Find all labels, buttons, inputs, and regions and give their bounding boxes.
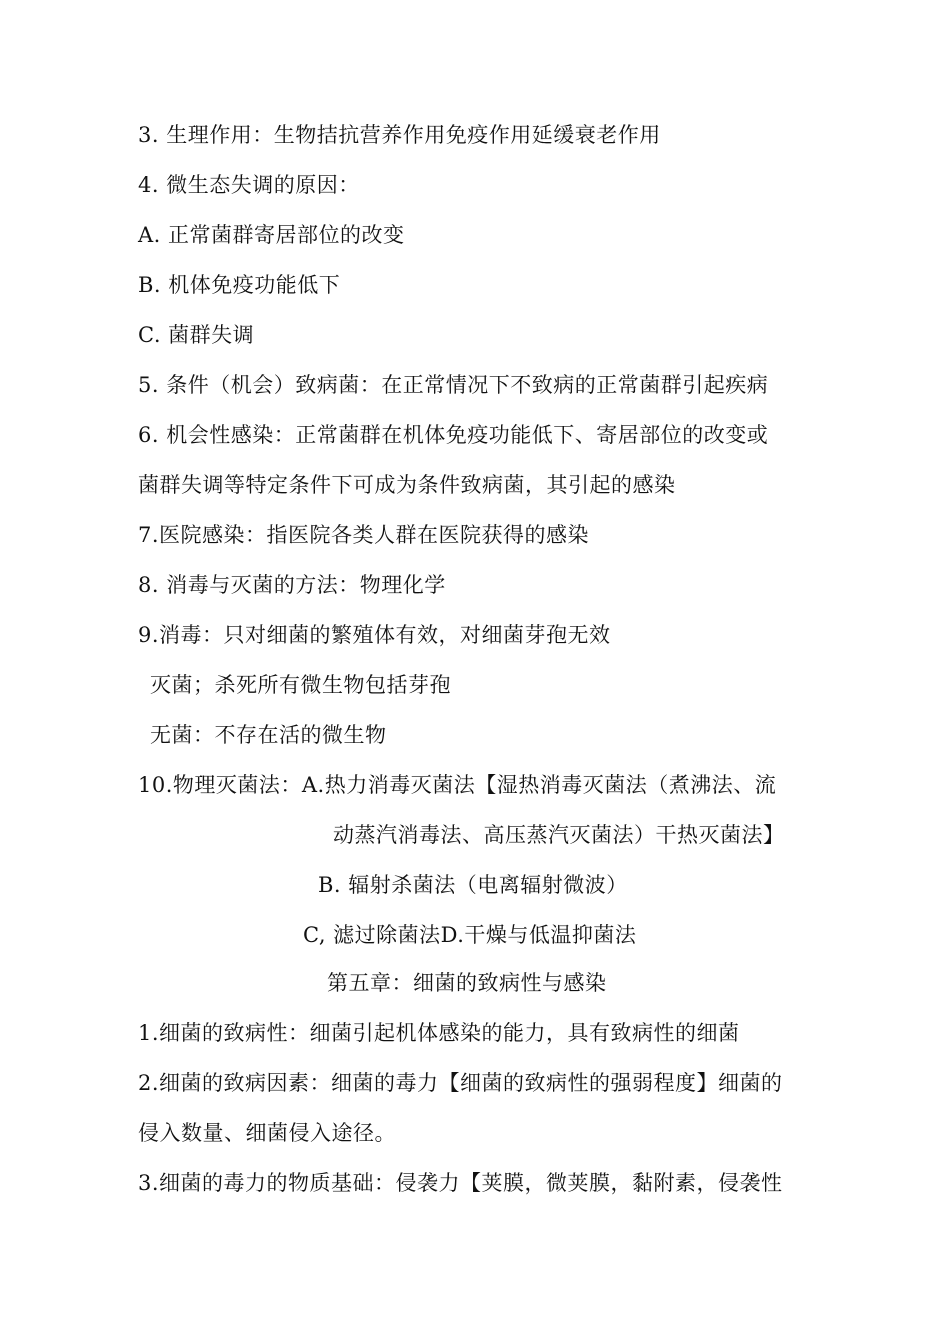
text-line: 3. 生理作用：生物拮抗营养作用免疫作用延缓衰老作用 [138,123,661,147]
text-line: 1.细菌的致病性：细菌引起机体感染的能力，具有致病性的细菌 [138,1021,740,1045]
text-line: 2.细菌的致病因素：细菌的毒力【细菌的致病性的强弱程度】细菌的 [138,1071,783,1095]
text-line: 7.医院感染：指医院各类人群在医院获得的感染 [138,523,590,547]
text-line: C, 滤过除菌法D.干燥与低温抑菌法 [303,923,637,947]
text-line: B. 机体免疫功能低下 [138,273,341,297]
text-line: 灭菌；杀死所有微生物包括芽孢 [150,673,451,697]
text-line: 无菌：不存在活的微生物 [150,723,387,747]
text-line: C. 菌群失调 [138,323,255,347]
text-line: 4. 微生态失调的原因： [138,173,360,197]
text-line: 8. 消毒与灭菌的方法：物理化学 [138,573,446,597]
text-line: B. 辐射杀菌法（电离辐射微波） [318,873,628,897]
text-line: 10.物理灭菌法：A.热力消毒灭菌法【湿热消毒灭菌法（煮沸法、流 [138,773,777,797]
text-line: A. 正常菌群寄居部位的改变 [138,223,405,247]
text-line: 侵入数量、细菌侵入途径。 [138,1121,396,1145]
text-line: 菌群失调等特定条件下可成为条件致病菌，其引起的感染 [138,473,676,497]
text-line: 3.细菌的毒力的物质基础：侵袭力【荚膜，微荚膜，黏附素，侵袭性 [138,1171,783,1195]
text-line: 6. 机会性感染：正常菌群在机体免疫功能低下、寄居部位的改变或 [138,423,769,447]
text-line: 动蒸汽消毒法、高压蒸汽灭菌法）干热灭菌法】 [333,823,785,847]
text-line: 5. 条件（机会）致病菌：在正常情况下不致病的正常菌群引起疾病 [138,373,769,397]
chapter-heading: 第五章：细菌的致病性与感染 [327,971,607,995]
text-line: 9.消毒：只对细菌的繁殖体有效，对细菌芽孢无效 [138,623,611,647]
